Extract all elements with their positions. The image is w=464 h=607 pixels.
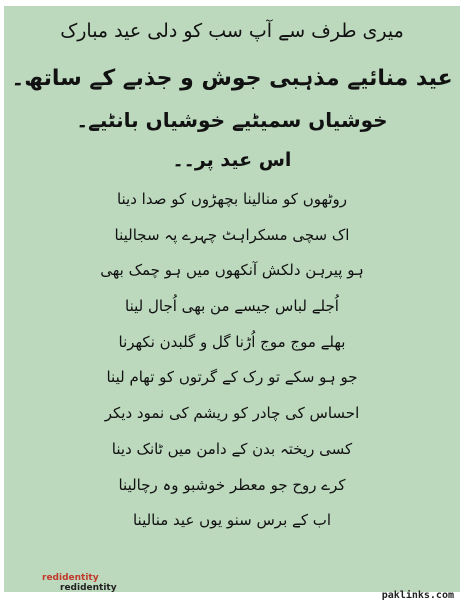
- watermark: [42, 573, 117, 593]
- poem-verse: کسی ریختہ بدن کے دامن میں ٹانک دینا: [111, 439, 353, 458]
- poem-verse: کرے روح جو معطر خوشبو وہ رچالینا: [118, 475, 346, 494]
- poem-verse: اب کے برس سنو یوں عید منالینا: [132, 511, 332, 530]
- watermark-line: redidentity: [60, 583, 117, 593]
- site-credit: paklinks.com: [381, 590, 454, 601]
- poem-verse: جو ہو سکے تو رک کے گرتوں کو تھام لینا: [106, 368, 358, 387]
- watermark-line: redidentity: [42, 573, 99, 583]
- poem-verse: روٹھوں کو منالینا بچھڑوں کو صدا دینا: [116, 190, 348, 208]
- poem-verse: ہو پیرہن دلکش آنکھوں میں ہو چمک بھی: [100, 261, 364, 280]
- poem-verse: اُجلے لباس جیسے من بھی اُجال لینا: [125, 297, 339, 316]
- poem-verse: اک سچی مسکراہٹ چہرے پہ سجالینا: [114, 225, 350, 244]
- eid-line: عید منائیے مذہبی جوش و جذبے کے ساتھ۔: [11, 66, 453, 91]
- poem-verse: بھلے موج موج اُڑنا گل و گلبدن نکھرنا: [118, 332, 346, 351]
- happiness-line: خوشیاں سمیٹیے خوشیاں بانٹیے۔: [76, 108, 388, 132]
- poem-verse: احساس کی چادر کو ریشم کی نمود دیکر: [104, 404, 360, 423]
- this-eid-heading: اس عید پر۔۔: [172, 149, 292, 171]
- poem: [4, 182, 460, 539]
- greeting-line: میری طرف سے آپ سب کو دلی عید مبارک: [60, 20, 404, 42]
- greeting-card: [4, 6, 460, 592]
